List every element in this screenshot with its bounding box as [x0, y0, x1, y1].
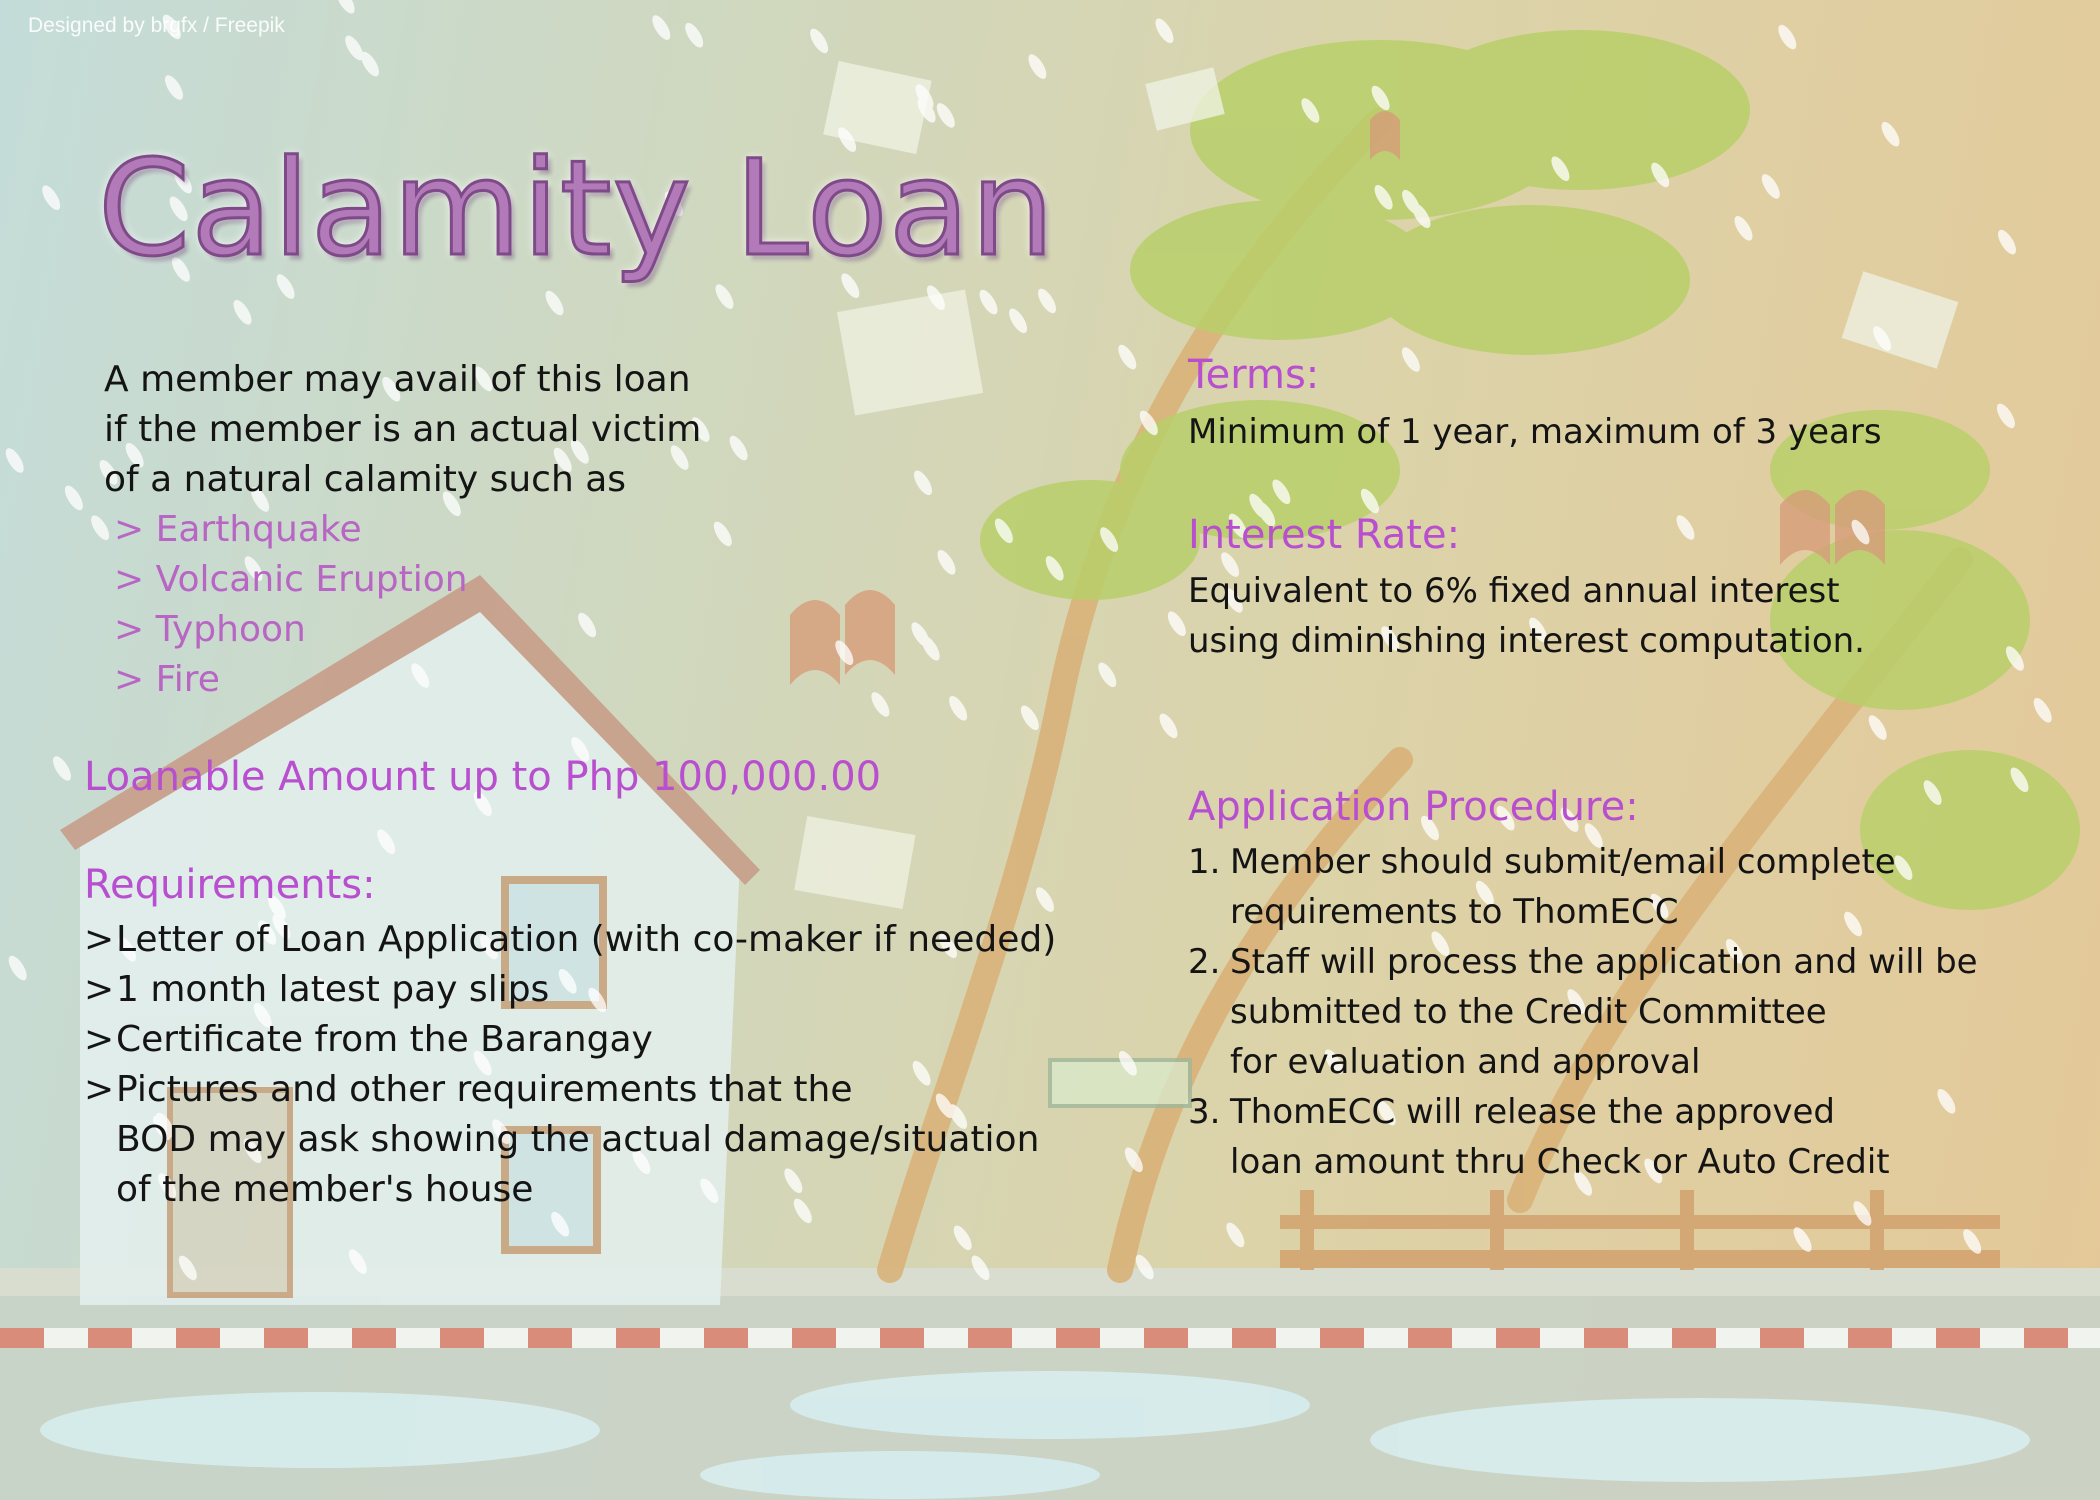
curb-stripes	[0, 1328, 2100, 1348]
raindrop	[1095, 660, 1120, 690]
requirements-list	[84, 915, 1064, 1215]
curb-stripe	[1188, 1328, 1232, 1348]
requirement-text	[116, 1065, 1039, 1215]
bullet-marker: >	[84, 969, 115, 1010]
raindrop	[1993, 401, 2018, 431]
step-line: for evaluation and approval	[1230, 1042, 1701, 1082]
fence	[1280, 1190, 2000, 1270]
raindrop	[1673, 512, 1698, 542]
requirement-item	[84, 1065, 1064, 1215]
raindrop	[1152, 16, 1177, 46]
curb-stripe	[44, 1328, 88, 1348]
curb-stripe	[836, 1328, 880, 1348]
calamity-item: > Fire	[114, 659, 220, 700]
curb-stripe	[1496, 1328, 1540, 1348]
requirement-text: Certificate from the Barangay	[116, 1019, 653, 1060]
curb-stripe	[1012, 1328, 1056, 1348]
interest-rate-heading: Interest Rate:	[1188, 512, 1461, 558]
curb-stripe	[440, 1328, 484, 1348]
raindrop	[49, 753, 74, 783]
curb-stripe	[1848, 1328, 1892, 1348]
procedure-list	[1188, 837, 2048, 1187]
raindrop	[1156, 711, 1181, 741]
raindrop	[1994, 227, 2019, 257]
curb-stripe	[1408, 1328, 1452, 1348]
raindrop	[1115, 342, 1140, 372]
curb-stripe	[528, 1328, 572, 1348]
curb-stripe	[880, 1328, 924, 1348]
bullet-marker: >	[84, 1069, 115, 1110]
interest-rate-line: using diminishing interest computation.	[1188, 621, 1865, 661]
curb-stripe	[1716, 1328, 1760, 1348]
curb-stripe	[1100, 1328, 1144, 1348]
procedure-step	[1188, 937, 2048, 1087]
procedure-step	[1188, 837, 2048, 937]
page-title: Calamity Loan	[98, 132, 1056, 286]
raindrop	[1223, 1220, 1248, 1250]
curb-stripe	[924, 1328, 968, 1348]
step-line: submitted to the Credit Committee	[1230, 992, 1827, 1032]
raindrop	[910, 468, 935, 498]
curb-stripe	[484, 1328, 528, 1348]
curb-stripe	[308, 1328, 352, 1348]
procedure-step	[1188, 1087, 2048, 1187]
raindrop	[1006, 306, 1031, 336]
step-text	[1230, 837, 1896, 937]
calamity-list	[114, 505, 468, 705]
curb-stripe	[1628, 1328, 1672, 1348]
raindrop	[1025, 52, 1050, 82]
curb-stripe	[132, 1328, 176, 1348]
curb-stripe	[2068, 1328, 2100, 1348]
raindrop	[710, 519, 735, 549]
raindrop	[1878, 119, 1903, 149]
curb-stripe	[1232, 1328, 1276, 1348]
curb-stripe	[352, 1328, 396, 1348]
requirement-item	[84, 965, 1064, 1015]
raindrop	[946, 693, 971, 723]
requirement-item	[84, 1015, 1064, 1065]
raindrop	[2030, 695, 2055, 725]
curb-stripe	[1936, 1328, 1980, 1348]
step-line: loan amount thru Check or Auto Credit	[1230, 1142, 1890, 1182]
curb-stripe	[616, 1328, 660, 1348]
requirement-text: Letter of Loan Application (with co-maker if needed)	[116, 919, 1057, 960]
raindrop	[868, 689, 893, 719]
loanable-amount: Loanable Amount up to Php 100,000.00	[84, 754, 882, 800]
raindrop	[542, 288, 567, 318]
requirement-line: Pictures and other requirements that the	[116, 1069, 853, 1110]
calamity-item: > Earthquake	[114, 509, 362, 550]
raindrop	[2, 445, 27, 475]
step-line: ThomECC will release the approved	[1230, 1092, 1836, 1132]
curb-stripe	[1804, 1328, 1848, 1348]
raindrop	[1032, 885, 1057, 915]
calamity-item: > Volcanic Eruption	[114, 559, 468, 600]
step-line: Member should submit/email complete	[1230, 842, 1896, 882]
step-text	[1230, 1087, 1890, 1187]
curb-stripe	[1540, 1328, 1584, 1348]
intro-line: A member may avail of this loan	[104, 359, 691, 400]
raindrop	[1017, 703, 1042, 733]
curb-stripe	[2024, 1328, 2068, 1348]
raindrop	[950, 1223, 975, 1253]
raindrop	[934, 547, 959, 577]
curb-stripe	[572, 1328, 616, 1348]
raindrop	[1164, 609, 1189, 639]
step-line: requirements to ThomECC	[1230, 892, 1679, 932]
terms-heading: Terms:	[1188, 352, 1320, 398]
curb-stripe	[968, 1328, 1012, 1348]
raindrop	[1865, 713, 1890, 743]
step-line: Staff will process the application and will be	[1230, 942, 1978, 982]
curb-stripe	[88, 1328, 132, 1348]
requirements-heading: Requirements:	[84, 862, 376, 908]
raindrop	[88, 513, 113, 543]
raindrop	[1034, 286, 1059, 316]
raindrop	[61, 483, 86, 513]
curb-stripe	[1672, 1328, 1716, 1348]
curb-stripe	[1144, 1328, 1188, 1348]
curb-stripe	[264, 1328, 308, 1348]
curb-stripe	[1584, 1328, 1628, 1348]
curb-stripe	[704, 1328, 748, 1348]
raindrop	[682, 20, 707, 50]
requirement-item	[84, 915, 1064, 965]
raindrop	[712, 282, 737, 312]
raindrop	[230, 297, 255, 327]
requirement-line: of the member's house	[116, 1169, 534, 1210]
curb-stripe	[0, 1328, 44, 1348]
calamity-item: > Typhoon	[114, 609, 306, 650]
curb-stripe	[660, 1328, 704, 1348]
curb-stripe	[176, 1328, 220, 1348]
raindrop	[807, 26, 832, 56]
raindrop	[161, 72, 186, 102]
curb-stripe	[396, 1328, 440, 1348]
requirement-line: BOD may ask showing the actual damage/situation	[116, 1119, 1040, 1160]
curb-stripe	[1892, 1328, 1936, 1348]
step-number: 3.	[1188, 1092, 1221, 1132]
raindrop	[933, 100, 958, 130]
curb-stripe	[1980, 1328, 2024, 1348]
curb-stripe	[1276, 1328, 1320, 1348]
raindrop	[726, 433, 751, 463]
intro-line: if the member is an actual victim	[104, 409, 702, 450]
interest-rate-line: Equivalent to 6% fixed annual interest	[1188, 571, 1840, 611]
raindrop	[976, 287, 1001, 317]
raindrop	[575, 610, 600, 640]
raindrop	[39, 183, 64, 213]
curb-stripe	[1320, 1328, 1364, 1348]
procedure-heading: Application Procedure:	[1188, 784, 1639, 830]
intro-line: of a natural calamity such as	[104, 459, 627, 500]
raindrop	[1731, 213, 1756, 243]
raindrop	[1758, 171, 1783, 201]
curb-stripe	[1452, 1328, 1496, 1348]
terms-value: Minimum of 1 year, maximum of 3 years	[1188, 412, 1882, 452]
curb-stripe	[792, 1328, 836, 1348]
step-number: 1.	[1188, 842, 1221, 882]
curb-stripe	[1364, 1328, 1408, 1348]
raindrop	[333, 0, 358, 16]
designer-credit: Designed by brgfx / Freepik	[28, 14, 285, 37]
curb-stripe	[1760, 1328, 1804, 1348]
step-text	[1230, 937, 1978, 1087]
raindrop	[5, 953, 30, 983]
intro-text	[104, 355, 724, 505]
curb-stripe	[220, 1328, 264, 1348]
interest-rate-value	[1188, 566, 2008, 666]
curb-stripe	[1056, 1328, 1100, 1348]
bullet-marker: >	[84, 919, 115, 960]
requirement-text: 1 month latest pay slips	[116, 969, 550, 1010]
raindrop	[649, 13, 674, 43]
bullet-marker: >	[84, 1019, 115, 1060]
step-number: 2.	[1188, 942, 1221, 982]
tree-foliage	[980, 30, 2080, 910]
curb-stripe	[748, 1328, 792, 1348]
raindrop	[1775, 22, 1800, 52]
raindrop	[1398, 344, 1423, 374]
